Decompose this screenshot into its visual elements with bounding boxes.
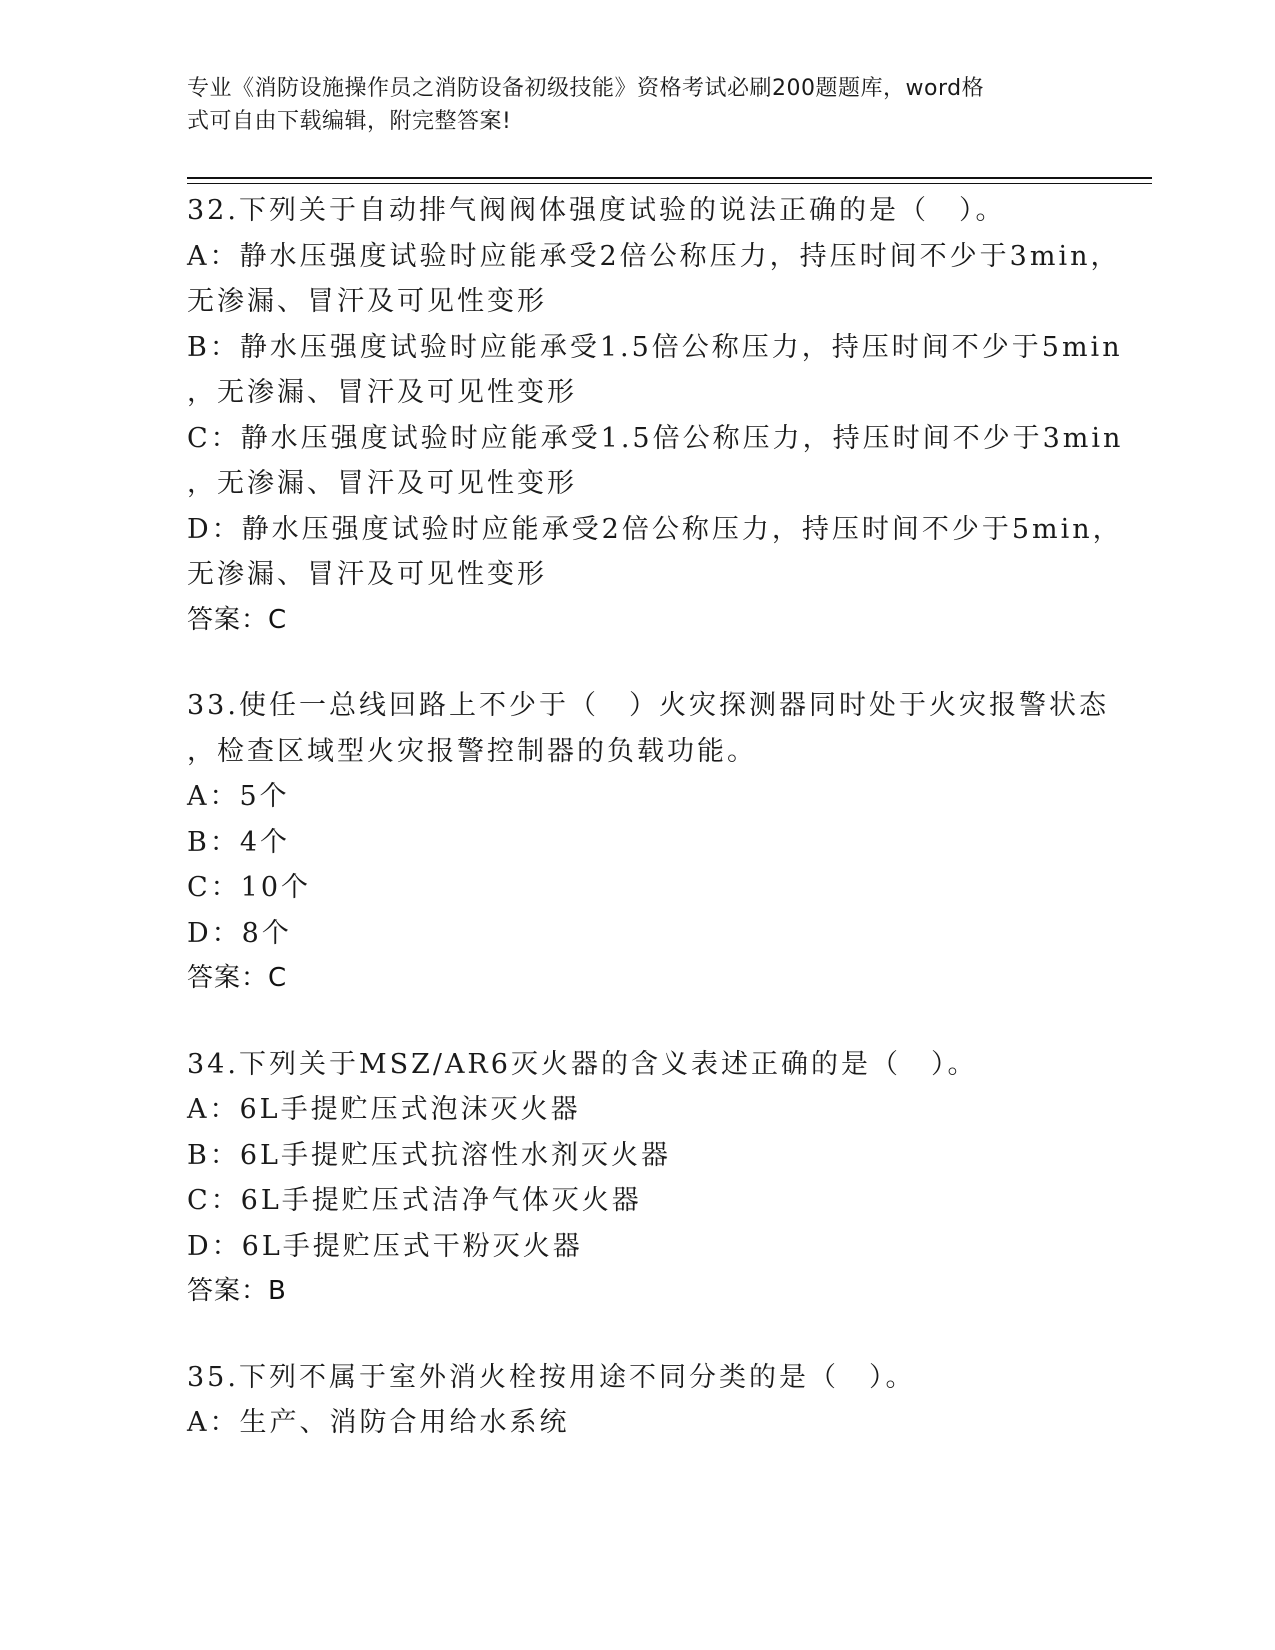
question-block: [187, 188, 1124, 643]
header-line-2: 式可自由下载编辑，附完整答案!: [187, 109, 512, 134]
answer-line: 答案：C: [187, 604, 288, 635]
question-stem: 35.下列不属于室外消火栓按用途不同分类的是（ ）。: [187, 1361, 916, 1393]
question-line: A：6L手提贮压式泡沫灭火器: [187, 1094, 581, 1125]
question-line: ，检查区域型火灾报警控制器的负载功能。: [187, 735, 757, 767]
answer-line: 答案：B: [187, 1276, 287, 1306]
question-block: [187, 1355, 1087, 1446]
question-line: A：生产、消防合用给水系统: [187, 1407, 570, 1438]
question-line: B：4个: [187, 826, 291, 858]
question-stem: 32.下列关于自动排气阀阀体强度试验的说法正确的是（ ）。: [187, 195, 1006, 226]
question-block: [187, 683, 1109, 1002]
question-line: D：8个: [187, 917, 292, 949]
question-line: A：静水压强度试验时应能承受2倍公称压力，持压时间不少于3min，: [187, 240, 1121, 272]
question-line: C：静水压强度试验时应能承受1.5倍公称压力，持压时间不少于3min: [187, 422, 1124, 454]
question-line: B：6L手提贮压式抗溶性水剂灭火器: [187, 1139, 671, 1171]
question-line: B：静水压强度试验时应能承受1.5倍公称压力，持压时间不少于5min: [187, 331, 1123, 363]
question-line: ，无渗漏、冒汗及可见性变形: [187, 377, 577, 408]
question-line: 无渗漏、冒汗及可见性变形: [187, 286, 547, 317]
question-line: A：5个: [187, 781, 290, 812]
question-line: ，无渗漏、冒汗及可见性变形: [187, 468, 577, 499]
document-header: [187, 72, 1067, 138]
question-line: C：6L手提贮压式洁净气体灭火器: [187, 1185, 642, 1216]
header-divider-thin: [187, 183, 1152, 184]
question-line: D：6L手提贮压式干粉灭火器: [187, 1230, 583, 1262]
question-line: C：10个: [187, 872, 312, 903]
question-stem: 34.下列关于MSZ/AR6灭火器的含义表述正确的是（ ）。: [187, 1048, 978, 1080]
question-stem: 33.使任一总线回路上不少于（ ）火灾探测器同时处于火灾报警状态: [187, 690, 1109, 721]
question-list: [187, 188, 1124, 1486]
answer-line: 答案：C: [187, 963, 288, 993]
question-block: [187, 1042, 1087, 1315]
question-line: 无渗漏、冒汗及可见性变形: [187, 559, 547, 590]
header-divider-thick: [187, 177, 1152, 179]
question-line: D：静水压强度试验时应能承受2倍公称压力，持压时间不少于5min，: [187, 513, 1123, 545]
header-line-1: 专业《消防设施操作员之消防设备初级技能》资格考试必刷200题题库，word格: [187, 76, 985, 101]
